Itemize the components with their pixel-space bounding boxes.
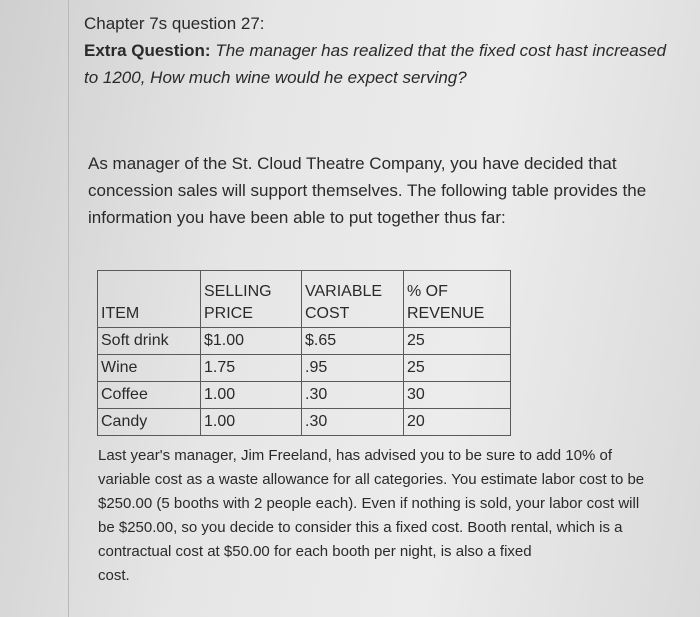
header-cost — [302, 271, 404, 328]
header-cost-line2: COST — [305, 305, 350, 322]
cell-revenue: 20 — [404, 409, 511, 436]
footer-last-line: cost. — [98, 567, 130, 584]
chapter-title: Chapter 7s question 27: — [84, 14, 265, 33]
header-item — [98, 271, 201, 328]
header-price-line1: SELLING — [204, 283, 272, 300]
intro-paragraph: As manager of the St. Cloud Theatre Company, you have decided that concession sales will support themselves. The following table provides the information you have been able to put together thus far: — [88, 154, 647, 227]
header-cost-line1: VARIABLE — [305, 283, 383, 300]
cell-cost: .95 — [302, 355, 404, 382]
cell-price: 1.00 — [201, 409, 302, 436]
header-revenue-line1: % OF — [407, 283, 448, 300]
page-edge — [68, 0, 69, 617]
cell-item: Wine — [98, 355, 201, 382]
header-price-line2: PRICE — [204, 305, 253, 322]
cell-cost: .30 — [302, 382, 404, 409]
cell-item: Soft drink — [98, 328, 201, 355]
footer-text: Last year's manager, Jim Freeland, has advised you to be sure to add 10% of variable cost as a waste allowance for all categories. You estimate labor cost to be $250.00 (5 booths with 2 people each). Even if nothing is sold, your labor cost will be $250.00, so you decide to consider this a fixed cost. Booth rental, which is a contractual cost at $50.00 for each booth per night, is also a fixed — [98, 447, 645, 560]
extra-question-label: Extra Question: — [84, 41, 211, 60]
cell-price: $1.00 — [201, 328, 302, 355]
cell-revenue: 30 — [404, 382, 511, 409]
header-revenue — [404, 271, 511, 328]
table-row — [98, 355, 511, 382]
table-row — [98, 328, 511, 355]
concession-table — [97, 270, 511, 436]
cell-price: 1.00 — [201, 382, 302, 409]
table-row — [98, 382, 511, 409]
header-price — [201, 271, 302, 328]
header-revenue-line2: REVENUE — [407, 305, 485, 322]
cell-price: 1.75 — [201, 355, 302, 382]
extra-question-text: The manager has realized that the fixed cost hast increased to 1200, How much wine would he expect serving? — [84, 41, 667, 87]
cell-item: Candy — [98, 409, 201, 436]
cell-revenue: 25 — [404, 328, 511, 355]
cell-cost: .30 — [302, 409, 404, 436]
extra-question — [84, 37, 684, 91]
header-item-label: ITEM — [101, 305, 140, 322]
cell-cost: $.65 — [302, 328, 404, 355]
question-header — [84, 10, 684, 91]
cell-item: Coffee — [98, 382, 201, 409]
table-row — [98, 409, 511, 436]
table-header-row — [98, 271, 511, 328]
footer-paragraph — [98, 444, 658, 588]
cell-revenue: 25 — [404, 355, 511, 382]
